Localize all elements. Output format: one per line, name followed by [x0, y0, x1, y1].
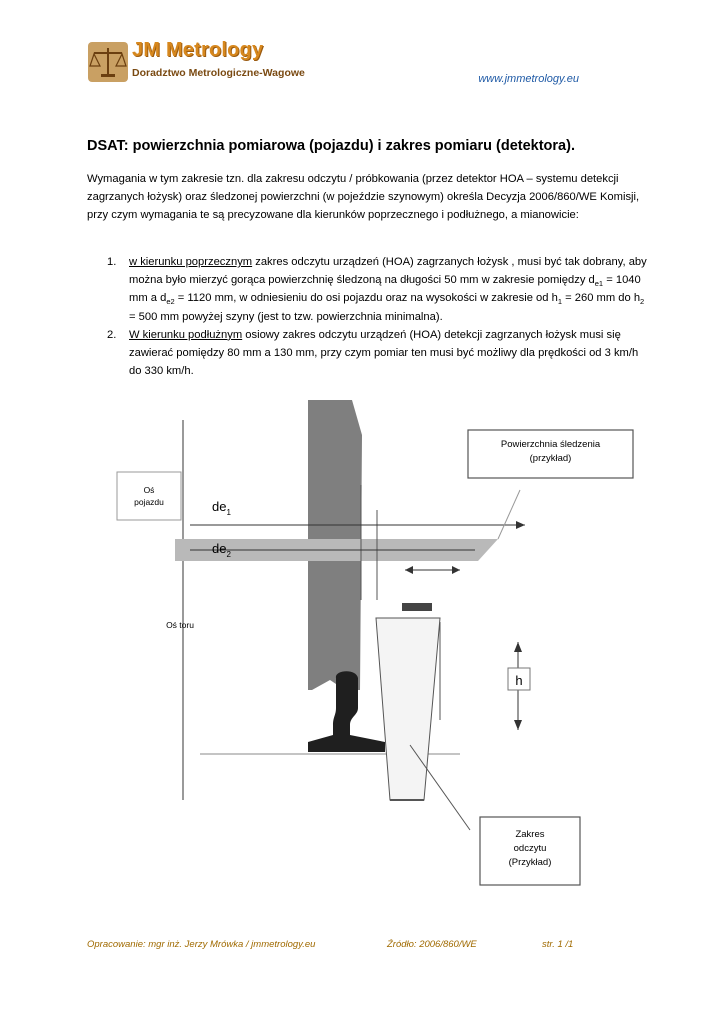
- list-number: 1.: [107, 256, 117, 268]
- logo: [88, 39, 318, 88]
- list-item-lead: w kierunku poprzecznym: [129, 256, 253, 268]
- list-item-text: zakres odczytu urządzeń (HOA) zagrzanych łożysk , musi być tak dobrany, aby można było mierzyć gorąca powierzchnię śledzoną na długości 50 mm w zakresie pomiędzy d: [129, 256, 647, 287]
- website-link[interactable]: www.jmmetrology.eu: [478, 73, 579, 85]
- subscript: 2: [640, 297, 645, 307]
- h-arrowhead-bottom: [514, 720, 522, 730]
- list-item: [87, 326, 647, 381]
- list-item-text: = 1120 mm, w odniesieniu do osi pojazdu oraz na wysokości w zakresie od h: [174, 292, 558, 305]
- range-label-line: Zakres: [515, 829, 545, 840]
- range-label-line: (Przykład): [508, 857, 552, 868]
- measurement-diagram: [0, 390, 725, 920]
- detector-cone: [376, 618, 440, 800]
- h-label: h: [515, 673, 523, 688]
- list-item-lead: W kierunku podłużnym: [129, 328, 243, 341]
- surface-pointer: [498, 490, 520, 539]
- page-title: DSAT: powierzchnia pomiarowa (pojazdu) i zakres pomiaru (detektora).: [87, 138, 575, 154]
- brand-subtitle: Doradztwo Metrologiczne-Wagowe: [132, 67, 305, 79]
- intro-paragraph: Wymagania w tym zakresie tzn. dla zakresu odczytu / próbkowania (przez detektor HOA – systemu detekcji zagrzanych łożysk) oraz śledzonej powierzchni (w pojeździe szynowym) określa Decyzja 2006/860/WE Komisji, przy czym wymagania te są precyzowane dla kierunków poprzecznego i podłużnego, a mianowicie:: [87, 173, 640, 222]
- range-label: [480, 828, 580, 870]
- range-label-line: odczytu: [513, 843, 547, 854]
- sensor-bar: [402, 603, 432, 611]
- de2-label: $de_2$: [212, 541, 231, 559]
- vehicle-axis-line-1: Oś: [143, 485, 155, 495]
- list-item-text: = 260 mm do h: [562, 292, 641, 305]
- surface-label: [468, 438, 633, 466]
- vehicle-axis-label: [117, 484, 181, 508]
- requirements-list: [87, 253, 647, 380]
- subscript: 1: [557, 297, 562, 307]
- list-number: 2.: [107, 328, 117, 341]
- de1-arrowhead: [516, 521, 525, 529]
- brand-name: JM Metrology: [132, 39, 264, 61]
- footer-author: Opracowanie: mgr inż. Jerzy Mrówka / jmmetrology.eu: [87, 939, 316, 950]
- h-arrowhead-top: [514, 642, 522, 652]
- de1-label: $de_1$: [212, 499, 231, 517]
- track-axis-label: Oś toru: [166, 620, 194, 630]
- subscript: e1: [594, 279, 604, 289]
- list-item-text: = 1040 mm a d: [129, 274, 641, 305]
- scale-logo-icon: [88, 42, 128, 82]
- footer-page: str. 1 /1: [542, 939, 574, 950]
- diagram-canvas: [0, 390, 725, 920]
- list-item-text: osiowy zakres odczytu urządzeń (HOA) detekcji zagrzanych łożysk musi się zawierać pomiędzy 80 mm a 130 mm, przy czym pomiar ten musi być możliwy dla prędkości od 3 km/h do 330 km/h.: [129, 328, 639, 378]
- list-item-text: = 500 mm powyżej szyny (jest to tzw. powierzchnia minimalna).: [129, 310, 443, 323]
- range-arrowhead-left: [405, 566, 413, 574]
- list-item: [87, 253, 647, 326]
- range-arrowhead-right: [452, 566, 460, 574]
- surface-label-line: Powierzchnia śledzenia: [500, 439, 601, 450]
- vehicle-axis-line-2: pojazdu: [134, 497, 164, 507]
- subscript: e2: [166, 297, 175, 307]
- footer-source: Źródło: 2006/860/WE: [387, 939, 477, 950]
- surface-label-line: (przykład): [529, 453, 572, 464]
